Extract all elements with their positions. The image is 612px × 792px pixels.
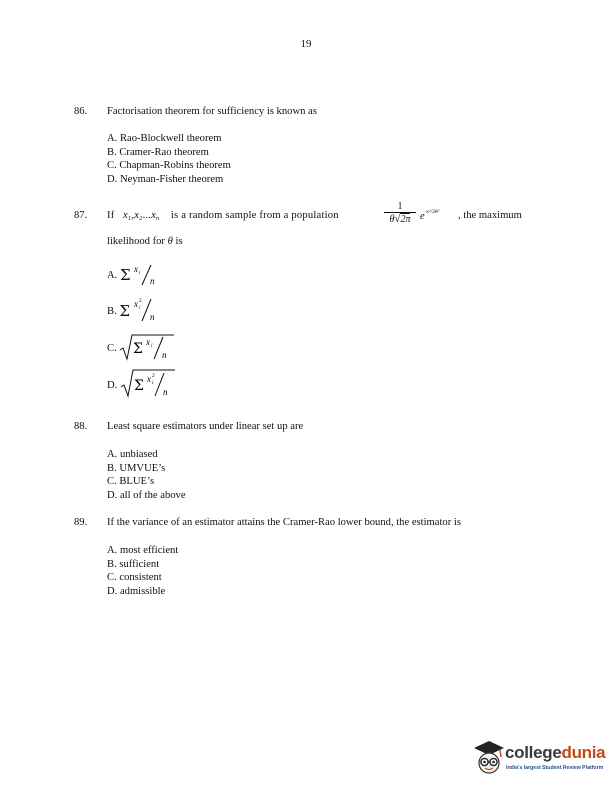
frac-denominator: n xyxy=(149,312,155,322)
question-89-options xyxy=(107,544,178,598)
pdf-exponential: $e^{-x^2/2\theta^2}$ xyxy=(420,209,440,222)
frac-denominator: n xyxy=(150,276,155,286)
sqrt-fraction-icon xyxy=(120,368,176,398)
option-b: B. Σ x 2 i n xyxy=(107,298,161,322)
frac-numerator: x xyxy=(134,264,139,274)
frac-sup: 2 xyxy=(138,298,142,304)
question-89-number: 89. xyxy=(74,517,88,528)
question-88-options xyxy=(107,448,186,502)
frac-sup: 2 xyxy=(151,373,155,379)
option-a: A. Σ x i n xyxy=(107,264,161,286)
option: C. consistent xyxy=(107,572,162,584)
frac-sub: i xyxy=(151,380,154,386)
question-89-text: If the variance of an estimator attains the Cramer-Rao lower bound, the estimator is xyxy=(107,517,461,528)
option: B. Cramer-Rao theorem xyxy=(107,146,209,158)
slash-fraction-icon xyxy=(133,264,161,286)
frac-numerator: x xyxy=(146,374,151,384)
option: D. all of the above xyxy=(107,489,186,501)
option: A. most efficient xyxy=(107,545,179,556)
frac-denominator: n xyxy=(162,387,168,397)
frac-sub: i xyxy=(139,270,141,276)
option: C. Chapman-Robins theorem xyxy=(107,160,231,172)
slash-fraction-icon xyxy=(133,298,161,322)
question-87-text-line2: likelihood for θ is xyxy=(107,236,183,247)
option: B. UMVUE’s xyxy=(107,462,166,474)
frac-denominator: n xyxy=(162,350,167,360)
brand-logo-text: collegedunia xyxy=(505,743,606,762)
option-d: D. Σ x 2 i n xyxy=(107,368,176,398)
sqrt-fraction-icon xyxy=(119,333,175,361)
question-88-number: 88. xyxy=(74,421,88,432)
frac-sub: i xyxy=(138,305,141,311)
option-c: C. Σ x i n xyxy=(107,333,175,361)
option: D. Neyman-Fisher theorem xyxy=(107,173,224,185)
graduate-mascot-icon xyxy=(472,739,506,779)
option: D. admissible xyxy=(107,585,166,597)
frac-sub: i xyxy=(151,343,153,349)
question-86-options xyxy=(107,132,231,186)
option: C. BLUE’s xyxy=(107,476,155,488)
frac-numerator: x xyxy=(146,337,151,347)
option: A. Rao-Blockwell theorem xyxy=(107,133,222,144)
question-88-text: Least square estimators under linear set up are xyxy=(107,421,304,432)
question-86-text: Factorisation theorem for sufficiency is known as xyxy=(107,106,317,117)
option: B. sufficient xyxy=(107,558,160,570)
question-87-number: 87. xyxy=(74,210,88,221)
brand-tagline: India's largest Student Review Platform xyxy=(506,765,604,771)
pdf-fraction: 1 θ√2π xyxy=(382,201,418,226)
sample-expression: $x_1,x_2...x_n$ xyxy=(123,210,160,222)
question-87-text-line1: If $x_1,x_2...x_n$ is a random sample from a population xyxy=(107,210,339,222)
sigma-symbol: Σ xyxy=(133,341,144,357)
frac-numerator: x xyxy=(133,299,138,309)
question-87-text-suffix: , the maximum xyxy=(458,210,522,221)
question-86-number: 86. xyxy=(74,106,88,117)
page-number: 19 xyxy=(300,38,312,50)
sigma-symbol: Σ xyxy=(133,378,144,394)
option: A. unbiased xyxy=(107,449,158,460)
